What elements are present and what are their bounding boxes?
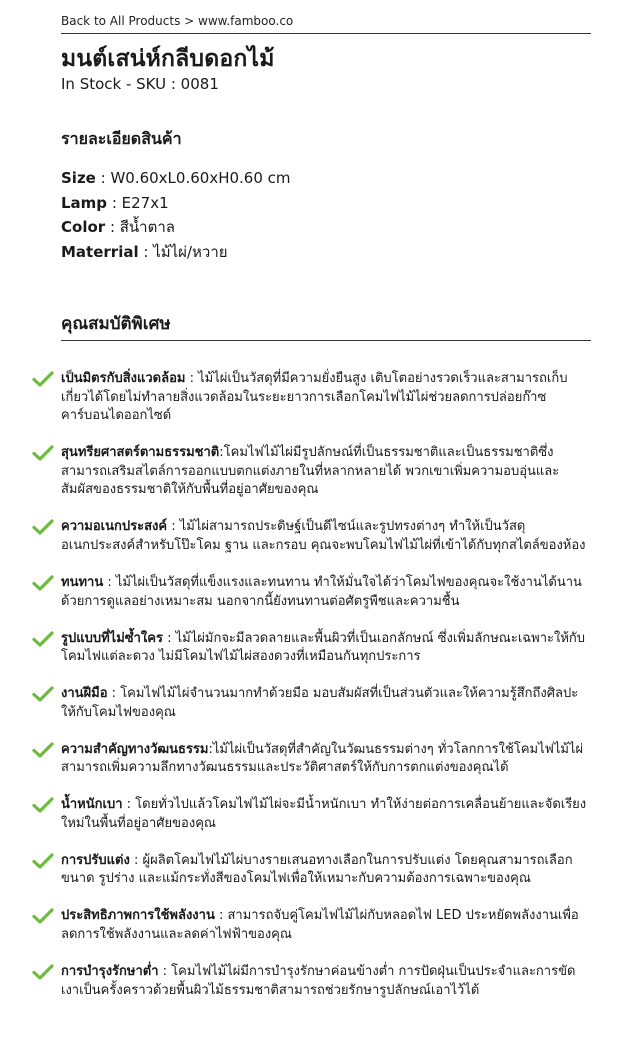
feature-title: เป็นมิตรกับสิ่งแวดล้อม <box>61 371 186 386</box>
check-icon <box>32 853 54 869</box>
feature-item <box>61 518 591 555</box>
feature-text: ผู้ผลิตโคมไฟไม้ไผ่บางรายเสนอทางเลือกในการปรับแต่ง โดยคุณสามารถเลือกขนาด รูปร่าง และแม้กระทั่งสีของโคมไฟเพื่อให้เหมาะกับความต้องการเฉพาะของคุณ <box>61 852 573 887</box>
spec-key: Lamp <box>61 193 108 212</box>
details-heading: รายละเอียดสินค้า <box>61 129 182 148</box>
spec-material <box>61 240 591 265</box>
feature-separator: : <box>129 852 143 868</box>
feature-separator: : <box>185 371 199 386</box>
check-icon <box>32 519 54 535</box>
feature-item <box>61 963 591 1000</box>
check-icon <box>32 964 54 980</box>
feature-separator: : <box>122 797 136 813</box>
spec-separator: : <box>107 193 122 212</box>
check-icon <box>32 631 54 647</box>
feature-title: ทนทาน <box>61 574 104 590</box>
feature-text: โคมไฟไม้ไผ่มีการบำรุงรักษาค่อนข้างต่ำ การปัดฝุ่นเป็นประจำและการขัดเงาเป็นครั้งคราวด้วยพื้นผิวไม้ธรรมชาติสามารถช่วยรักษารูปลักษณ์เอาไว้ได้ <box>61 963 576 998</box>
feature-item <box>61 370 591 426</box>
feature-separator: : <box>167 519 180 535</box>
feature-item <box>61 796 591 833</box>
spec-value: E27x1 <box>121 193 169 212</box>
feature-text: โคมไฟไม้ไผ่จำนวนมากทำด้วยมือ มอบสัมผัสที่เป็นส่วนตัวและให้ความรู้สึกถึงศิลปะให้กับโคมไฟของคุณ <box>61 686 579 720</box>
features-heading: คุณสมบัติพิเศษ <box>61 312 591 341</box>
check-icon <box>32 445 54 461</box>
feature-separator: : <box>107 686 121 702</box>
spec-separator: : <box>105 218 120 236</box>
feature-item <box>61 907 591 944</box>
spec-value: ไม้ไผ่/หวาย <box>153 242 228 261</box>
feature-title: การปรับแต่ง <box>61 852 130 868</box>
spec-list <box>61 166 591 264</box>
feature-text: ไม้ไผ่เป็นวัสดุที่แข็งแรงและทนทาน ทำให้มั่นใจได้ว่าโคมไฟของคุณจะใช้งานได้นานด้วยการดูแลอย่างเหมาะสม นอกจากนี้ยังทนทานต่อศัตรูพืชและความชื้น <box>61 574 582 609</box>
feature-item <box>61 685 591 722</box>
spec-separator: : <box>138 242 154 261</box>
stock-sku: In Stock - SKU : 0081 <box>61 75 219 93</box>
feature-text: ไม้ไผ่เป็นวัสดุที่สำคัญในวัฒนธรรมต่างๆ ทั่วโลกการใช้โคมไฟไม้ไผ่สามารถเพิ่มความลึกทางวัฒนธรรมและประวัติศาสตร์ให้กับการตกแต่งของคุณได้ <box>61 741 584 776</box>
feature-separator: : <box>158 963 172 979</box>
feature-title: งานฝีมือ <box>61 686 108 702</box>
spec-key: Size <box>61 169 96 187</box>
back-to-products-link[interactable]: Back to All Products > www.famboo.co <box>61 14 294 28</box>
feature-separator: : <box>103 574 116 590</box>
feature-title: ความสำคัญทางวัฒนธรรม <box>61 741 209 757</box>
feature-text: ไม้ไผ่มักจะมีลวดลายและพื้นผิวที่เป็นเอกลักษณ์ ซึ่งเพิ่มลักษณะเฉพาะให้กับโคมไฟแต่ละดวง ไม่มีโคมไฟไม้ไผ่สองดวงที่เหมือนกันทุกประการ <box>61 630 586 665</box>
check-icon <box>32 686 54 702</box>
check-icon <box>32 797 54 813</box>
check-icon <box>32 371 54 387</box>
feature-title: การบำรุงรักษาต่ำ <box>61 963 159 979</box>
feature-text: ไม้ไผ่เป็นวัสดุที่มีความยั่งยืนสูง เติบโตอย่างรวดเร็วและสามารถเก็บเกี่ยวได้โดยไม่ทำลายสิ่งแวดล้อมในระยะยาวการเลือกโคมไฟไม้ไผ่ช่วยลดการปล่อยก๊าซคาร์บอนไดออกไซด์ <box>61 371 568 424</box>
feature-separator: : <box>214 908 228 924</box>
breadcrumb-bar <box>61 0 591 34</box>
feature-title: สุนทรียศาสตร์ตามธรรมชาติ <box>61 445 220 461</box>
feature-title: ความอเนกประสงค์ <box>61 519 168 535</box>
feature-item <box>61 444 591 500</box>
spec-separator: : <box>95 169 111 187</box>
feature-text: โดยทั่วไปแล้วโคมไฟไม้ไผ่จะมีน้ำหนักเบา ทำให้ง่ายต่อการเคลื่อนย้ายและจัดเรียงใหม่ในพื้นที่อยู่อาศัยของคุณ <box>61 797 587 831</box>
spec-key: Color <box>61 218 106 236</box>
spec-size <box>61 166 591 191</box>
feature-list <box>61 370 591 1000</box>
feature-title: รูปแบบที่ไม่ซ้ำใคร <box>61 630 163 646</box>
feature-item <box>61 574 591 611</box>
check-icon <box>32 908 54 924</box>
product-title: มนต์เสน่ห์กลีบดอกไม้ <box>61 46 275 72</box>
check-icon <box>32 742 54 758</box>
feature-text: โคมไฟไม้ไผ่มีรูปลักษณ์ที่เป็นธรรมชาติและเป็นธรรมชาติซึ่งสามารถเสริมสไตล์การออกแบบตกแต่งภายในที่หลากหลายได้ พวกเขาเพิ่มความอบอุ่นและสัมผัสของธรรมชาติให้กับพื้นที่อยู่อาศัยของคุณ <box>61 445 560 498</box>
check-icon <box>32 575 54 591</box>
spec-color <box>61 215 591 240</box>
feature-text: สามารถจับคู่โคมไฟไม้ไผ่กับหลอดไฟ LED ประหยัดพลังงานเพื่อลดการใช้พลังงานและลดค่าไฟฟ้าของคุณ <box>61 908 579 942</box>
feature-separator: : <box>162 630 176 646</box>
spec-lamp <box>61 191 591 216</box>
spec-value: W0.60xL0.60xH0.60 cm <box>110 169 291 187</box>
feature-title: น้ำหนักเบา <box>61 797 123 813</box>
feature-text: ไม้ไผ่สามารถประดิษฐ์เป็นดีไซน์และรูปทรงต่างๆ ทำให้เป็นวัสดุอเนกประสงค์สำหรับโป๊ะโคม ฐาน และกรอบ คุณจะพบโคมไฟไม้ไผ่ที่เข้าได้กับทุกสไตล์ของห้อง <box>61 519 586 553</box>
spec-value: สีน้ำตาล <box>119 218 175 236</box>
feature-title: ประสิทธิภาพการใช้พลังงาน <box>61 908 215 924</box>
feature-separator: : <box>219 445 224 461</box>
spec-key: Materrial <box>61 242 139 261</box>
feature-item <box>61 630 591 667</box>
feature-item <box>61 852 591 889</box>
feature-item <box>61 741 591 778</box>
feature-separator: : <box>208 741 213 757</box>
